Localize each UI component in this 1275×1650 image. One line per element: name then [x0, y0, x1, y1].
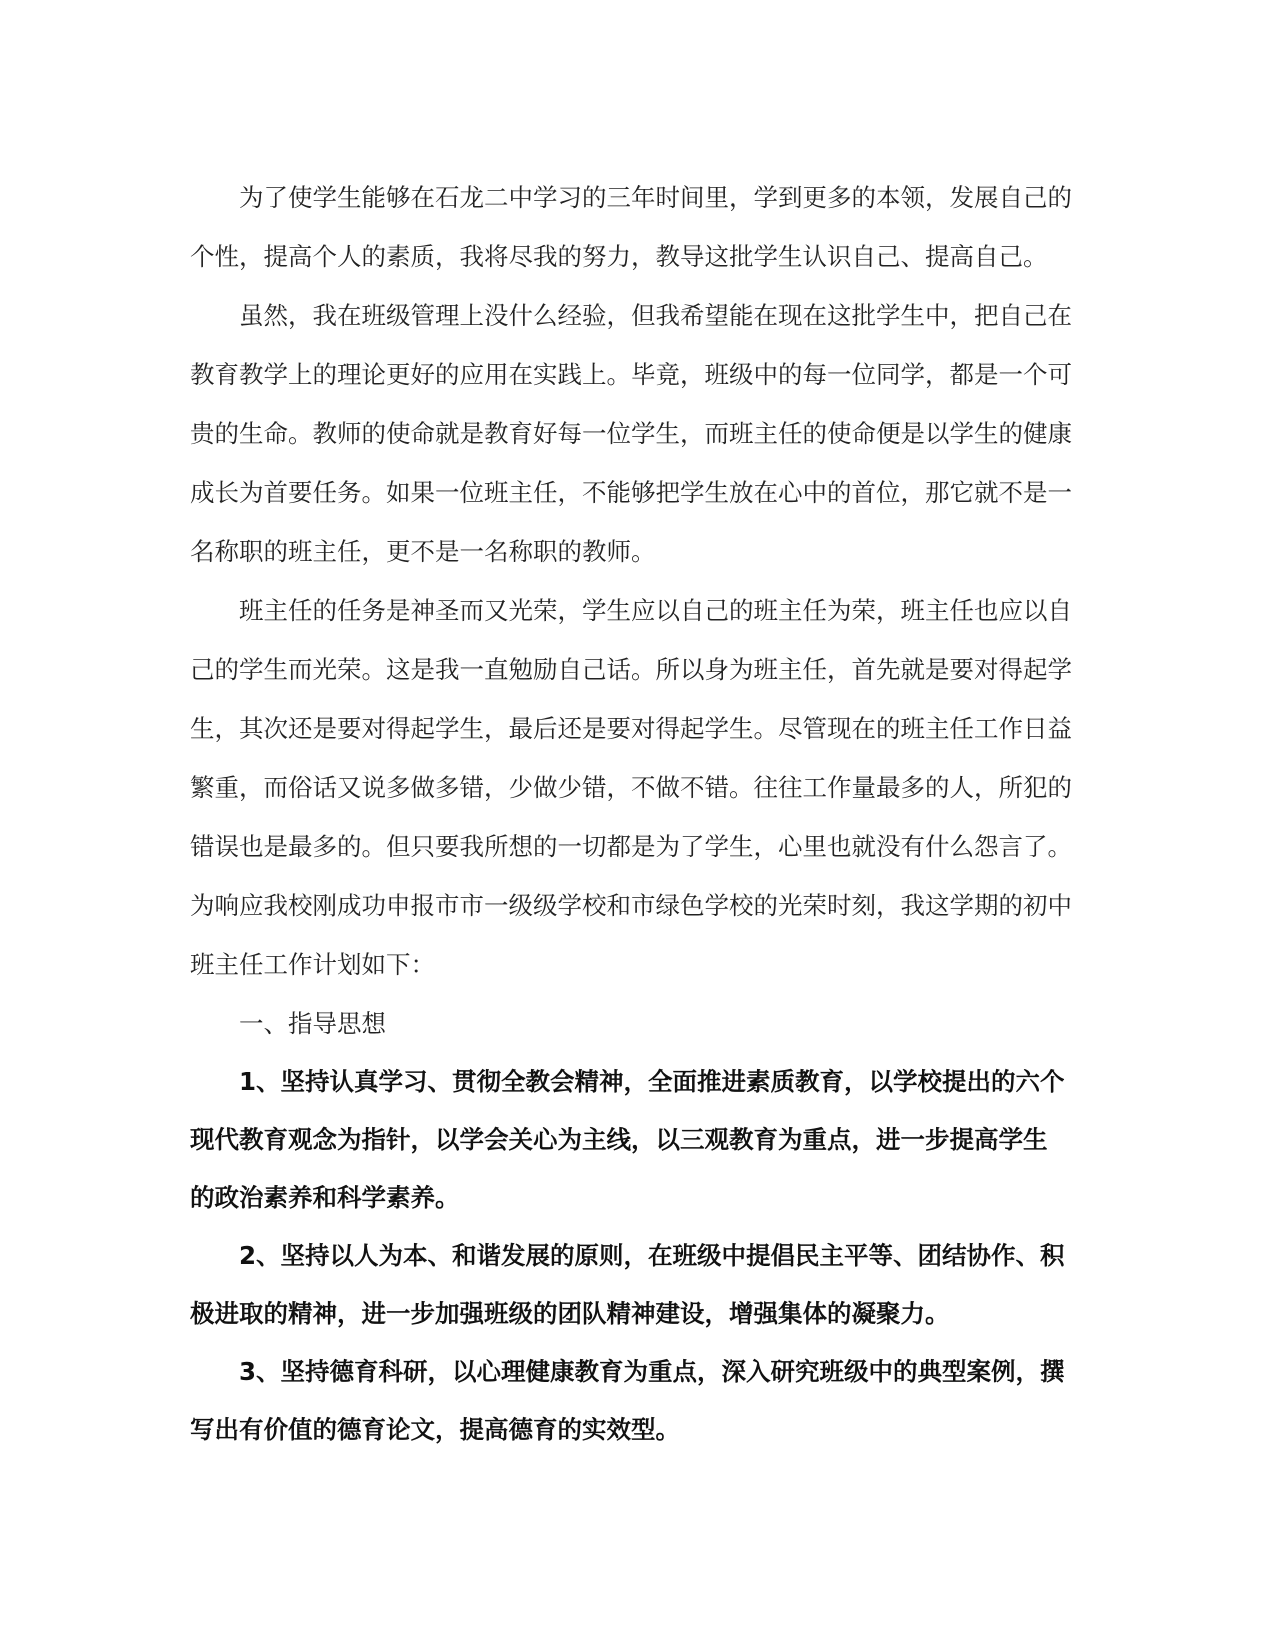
text-line: 班主任工作计划如下：	[190, 950, 435, 979]
document-body	[190, 168, 1090, 1459]
text-line: 虽然，我在班级管理上没什么经验，但我希望能在现在这批学生中，把自己在	[239, 301, 1072, 330]
text-line: 班主任的任务是神圣而又光荣，学生应以自己的班主任为荣，班主任也应以自	[239, 596, 1072, 625]
text-line: 教育教学上的理论更好的应用在实践上。毕竟，班级中的每一位同学，都是一个可	[190, 360, 1072, 389]
guideline-list	[190, 1053, 1090, 1459]
text-line: 名称职的班主任，更不是一名称职的教师。	[190, 537, 656, 566]
text-line: 错误也是最多的。但只要我所想的一切都是为了学生，心里也就没有什么怨言了。	[190, 832, 1072, 861]
text-line: 3、坚持德育科研，以心理健康教育为重点，深入研究班级中的典型案例，撰	[239, 1357, 1065, 1386]
text-line: 2、坚持以人为本、和谐发展的原则，在班级中提倡民主平等、团结协作、积	[239, 1241, 1065, 1270]
text-line: 成长为首要任务。如果一位班主任，不能够把学生放在心中的首位，那它就不是一	[190, 478, 1072, 507]
section-heading	[190, 994, 1090, 1053]
list-item	[190, 1227, 1090, 1343]
paragraph	[190, 286, 1090, 581]
text-line: 繁重，而俗话又说多做多错，少做少错，不做不错。往往工作量最多的人，所犯的	[190, 773, 1072, 802]
text-line: 个性，提高个人的素质，我将尽我的努力，教导这批学生认识自己、提高自己。	[190, 242, 1048, 271]
text-line: 生，其次还是要对得起学生，最后还是要对得起学生。尽管现在的班主任工作日益	[190, 714, 1072, 743]
paragraph	[190, 581, 1090, 994]
text-line: 贵的生命。教师的使命就是教育好每一位学生，而班主任的使命便是以学生的健康	[190, 419, 1072, 448]
text-line: 己的学生而光荣。这是我一直勉励自己话。所以身为班主任，首先就是要对得起学	[190, 655, 1072, 684]
paragraph	[190, 168, 1090, 286]
text-line: 极进取的精神，进一步加强班级的团队精神建设，增强集体的凝聚力。	[190, 1299, 950, 1328]
text-line: 写出有价值的德育论文，提高德育的实效型。	[190, 1415, 680, 1444]
text-line: 现代教育观念为指针，以学会关心为主线，以三观教育为重点，进一步提高学生	[190, 1125, 1048, 1154]
list-item	[190, 1053, 1090, 1227]
text-line: 的政治素养和科学素养。	[190, 1183, 460, 1212]
heading-line: 一、指导思想	[239, 1009, 386, 1038]
text-line: 为了使学生能够在石龙二中学习的三年时间里，学到更多的本领，发展自己的	[239, 183, 1072, 212]
text-line: 1、坚持认真学习、贯彻全教会精神，全面推进素质教育，以学校提出的六个	[239, 1067, 1065, 1096]
list-item	[190, 1343, 1090, 1459]
text-line: 为响应我校刚成功申报市市一级级学校和市绿色学校的光荣时刻，我这学期的初中	[190, 891, 1072, 920]
